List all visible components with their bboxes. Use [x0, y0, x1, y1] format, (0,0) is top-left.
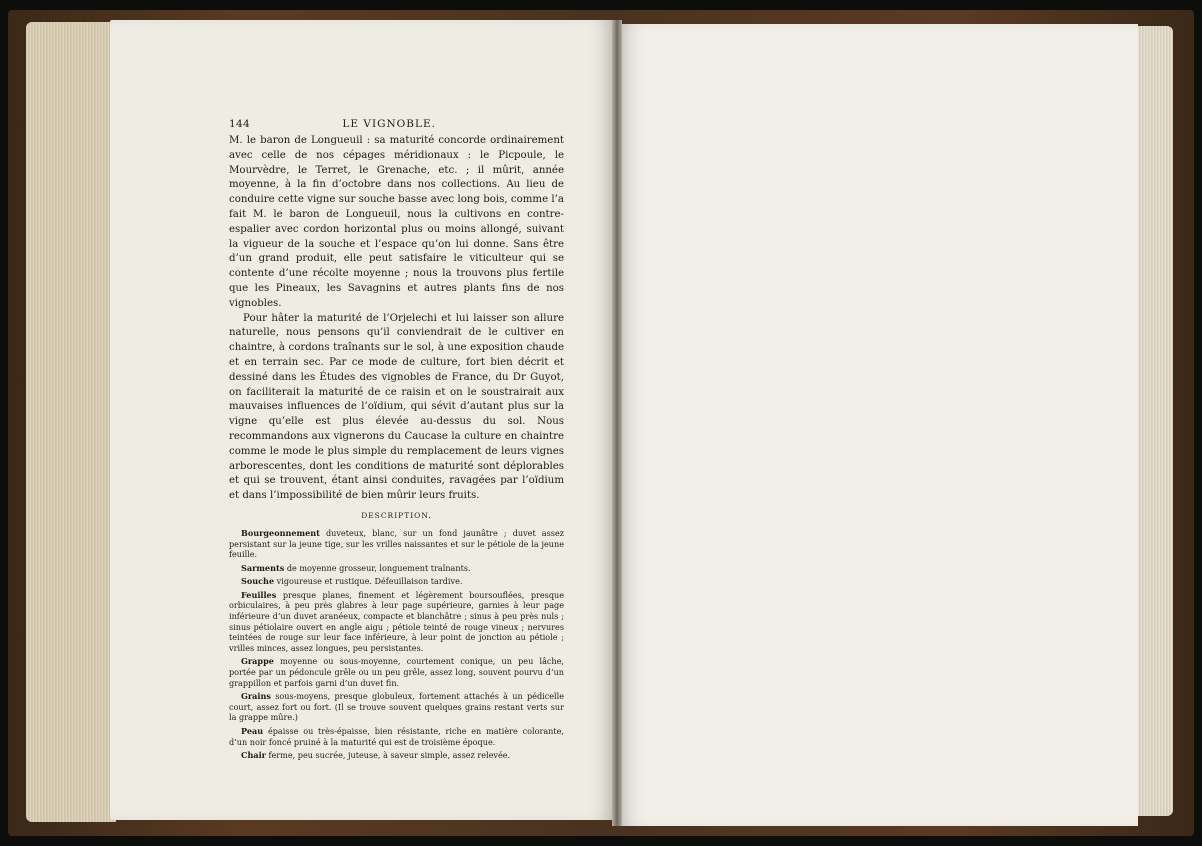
description-term: Chair — [241, 750, 266, 761]
description-item — [229, 656, 564, 688]
running-title: LE VIGNOBLE. — [342, 118, 436, 130]
page-number: 144 — [229, 118, 250, 130]
description-item — [229, 576, 564, 587]
description-item — [229, 750, 564, 761]
description-item — [229, 691, 564, 723]
description-text: de moyenne grosseur, longuement traînants. — [286, 562, 471, 573]
description-text: duveteux, blanc, sur un fond jaunâtre ; duvet assez persistant sur la jeune tige, sur les vrilles naissantes et sur le pétiole de la jeune feuille. — [229, 527, 564, 560]
description-list — [229, 528, 564, 761]
description-term: Sarments — [241, 562, 285, 573]
description-text: épaisse ou très-épaisse, bien résistante, riche en matière colorante, d’un noir foncé pruiné à la maturité qui est de troisième époque. — [229, 726, 564, 747]
description-text: ferme, peu sucrée, juteuse, à saveur simple, assez relevée. — [268, 750, 511, 761]
right-page-blank — [618, 24, 1138, 826]
description-item — [229, 563, 564, 574]
description-term: Feuilles — [241, 589, 277, 600]
book-gutter — [612, 20, 622, 826]
description-text: moyenne ou sous-moyenne, courtement conique, un peu lâche, portée par un pédoncule grêle ou un peu grêle, assez long, souvent pourvu d’un grappillon et parfois garni d’un duvet fin. — [229, 656, 565, 688]
page-text — [229, 118, 564, 764]
description-text: presque planes, finement et légèrement boursouflées, presque orbiculaires, à peu près glabres à leur page supérieure, garnies à leur page inférieure d’un duvet aranéeux, compacte et blanchâtre ; sinus à peu près nuls ; sinus pétiolaire ouvert en angle aigu ; pétiole teinté de rouge vineux ; nervures teintées de rouge sur leur face inférieure, à leur point de jonction au pétiole ; vrilles minces, assez longues, peu persistantes. — [229, 589, 564, 653]
description-text: vigoureuse et rustique. Défeuillaison tardive. — [276, 576, 463, 587]
paragraph: Pour hâter la maturité de l’Orjelechi et lui laisser son allure naturelle, nous pensons qu’il conviendrait de le cultiver en chaintre, à cordons traînants sur le sol, à une exposition chaude et en terrain sec. Par ce mode de culture, fort bien décrit et dessiné dans les Études des vignobles de France, du Dr Guyot, on faciliterait la maturité de ce raisin et on le soustrairait aux mauvaises influences de l’oïdium, qui sévit d’autant plus sur la vigne qu’elle est plus élevée au-dessus du sol. Nous recommandons aux vignerons du Caucase la culture en chaintre comme le mode le plus simple du remplacement de leurs vignes arborescentes, dont les conditions de maturité sont déplorables et qui se trouvent, étant ainsi conduites, ravagées par l’oïdium et dans l’impossibilité de bien mûrir leurs fruits. — [229, 312, 564, 502]
description-term: Peau — [241, 726, 264, 737]
body-text — [229, 134, 564, 504]
description-term: Souche — [241, 576, 275, 587]
description-term: Bourgeonnement — [241, 527, 320, 538]
running-header — [229, 118, 564, 134]
description-term: Grains — [241, 691, 271, 702]
description-term: Grappe — [241, 656, 274, 667]
description-item — [229, 590, 564, 654]
section-heading: DESCRIPTION. — [361, 510, 432, 520]
page-edges-left — [26, 22, 116, 822]
description-item — [229, 528, 564, 560]
paragraph: M. le baron de Longueuil : sa maturité concorde ordinairement avec celle de nos cépages méridionaux : le Picpoule, le Mourvèdre, le Terret, le Grenache, etc. ; il mûrit, année moyenne, à la fin d’octobre dans nos collections. Au lieu de conduire cette vigne sur souche basse avec long bois, comme l’a fait M. le baron de Longueuil, nous la cultivons en contre-espalier avec cordon horizontal plus ou moins allongé, suivant la vigueur de la souche et l’espace qu’on lui donne. Sans être d’un grand produit, elle peut satisfaire le viticulteur qui se contente d’une récolte moyenne ; nous la trouvons plus fertile que les Pineaux, les Savagnins et autres plants fins de nos vignobles. — [229, 135, 564, 309]
description-text: sous-moyens, presque globuleux, fortement attachés à un pédicelle court, assez fort ou fort. (Il se trouve souvent quelques grains restant verts sur la grappe mûre.) — [229, 691, 565, 723]
description-item — [229, 726, 564, 747]
